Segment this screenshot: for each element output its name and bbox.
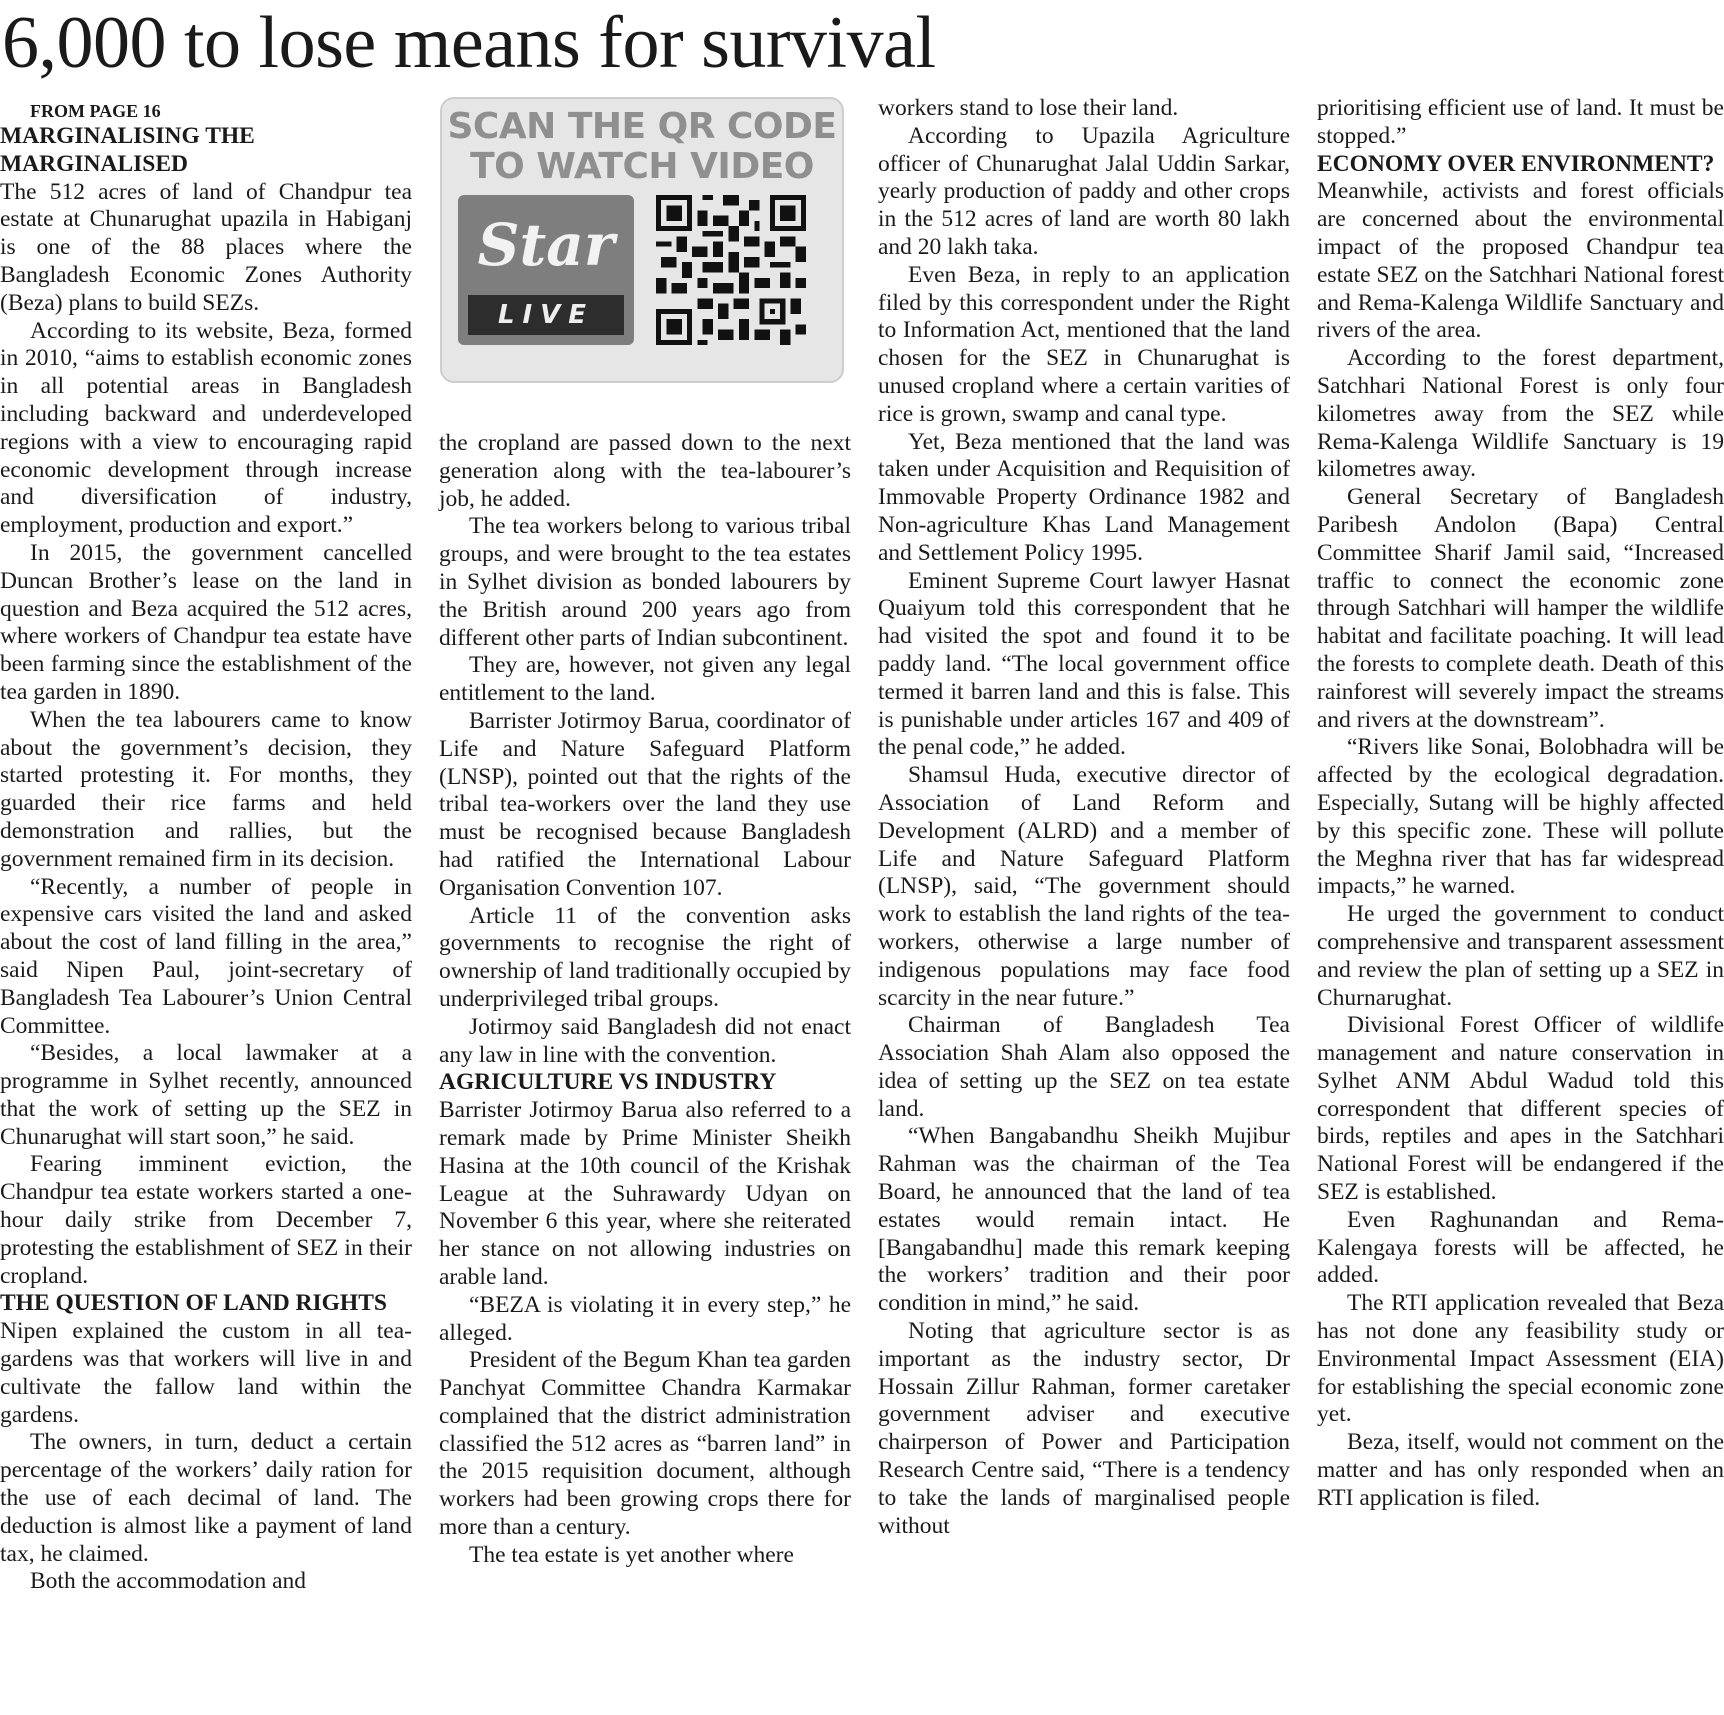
paragraph: “Rivers like Sonai, Bolobhadra will be affected by the ecological degradation. Especially, Sutang will be highly affected by this specific zone. These will pollute the Meghna river that has far widespread impacts,” he warned.: [1317, 734, 1724, 900]
paragraph: workers stand to lose their land.: [878, 95, 1179, 121]
paragraph: The tea workers belong to various tribal groups, and were brought to the tea estates in Sylhet division as bonded labourers by the British around 200 years ago from different other parts of Indian subcontinent.: [439, 513, 851, 651]
paragraph: Eminent Supreme Court lawyer Hasnat Quaiyum told this correspondent that he had visited the spot and found it to be paddy land. “The local government office termed it barren land and this is false. This is punishable under articles 167 and 409 of the penal code,” he added.: [878, 567, 1290, 761]
article-column-1: [0, 99, 412, 1596]
paragraph: According to its website, Beza, formed in 2010, “aims to establish economic zones in all potential areas in Bangladesh including backward and underdeveloped regions with a view to encouraging rapid economic development through increase and diversification of industry, employment, production and export.”: [0, 317, 412, 539]
paragraph: Both the accommodation and: [30, 1568, 307, 1595]
paragraph: According to the forest department, Satchhari National Forest is only four kilometres away from the SEZ while Rema-Kalenga Wildlife Sanctuary is 19 kilometres away.: [1317, 345, 1724, 483]
paragraph: “Recently, a number of people in expensive cars visited the land and asked about the cost of land filling in the area,” said Nipen Paul, joint-secretary of Bangladesh Tea Labourer’s Union Central Committee.: [0, 873, 412, 1039]
paragraph: Beza, itself, would not comment on the matter and has only responded when an RTI application is filed.: [1317, 1429, 1724, 1511]
qr-video-promo: [440, 97, 844, 383]
paragraph: Shamsul Huda, executive director of Association of Land Reform and Development (ALRD) and a member of Life and Nature Safeguard Platform (LNSP), said, “The government should work to establish the land rights of the tea-workers, otherwise a large number of indigenous populations may face food scarcity in the near future.”: [878, 762, 1290, 1011]
paragraph: The owners, in turn, deduct a certain percentage of the workers’ daily ration for the use of each decimal of land. The deduction is almost like a payment of land tax, he claimed.: [0, 1429, 412, 1567]
subhead-agriculture-vs-industry: AGRICULTURE VS INDUSTRY: [439, 1069, 777, 1096]
paragraph: He urged the government to conduct comprehensive and transparent assessment and review the plan of setting up a SEZ in Churnarughat.: [1317, 901, 1724, 1011]
paragraph: The RTI application revealed that Beza has not done any feasibility study or Environmental Impact Assessment (EIA) for establishing the special economic zone yet.: [1317, 1290, 1724, 1428]
paragraph: Article 11 of the convention asks governments to recognise the right of ownership of land traditionally occupied by underprivileged tribal groups.: [439, 902, 851, 1012]
paragraph: Divisional Forest Officer of wildlife management and nature conservation in Sylhet ANM Abdul Wadud told this correspondent that different species of birds, reptiles and apes in the Satchhari National Forest will be endangered if the SEZ is established.: [1317, 1012, 1724, 1206]
paragraph: Barrister Jotirmoy Barua also referred to a remark made by Prime Minister Sheikh Hasina at the 10th council of the Krishak League at the Suhrawardy Udyan on November 6 this year, where she reiterated her stance on not allowing industries on arable land.: [439, 1097, 851, 1290]
star-logo-text: Star: [477, 211, 615, 279]
paragraph: Even Raghunandan and Rema-Kalengaya forests will be affected, he added.: [1317, 1206, 1724, 1289]
paragraph: They are, however, not given any legal entitlement to the land.: [439, 652, 851, 707]
paragraph: “When Bangabandhu Sheikh Mujibur Rahman was the chairman of the Tea Board, he announced that the land of tea estates would remain intact. He [Bangabandhu] made this remark keeping the workers’ tradition and their poor condition in mind,” he said.: [878, 1123, 1290, 1317]
subhead-marginalising: MARGINALISING THE MARGINALISED: [0, 123, 255, 177]
paragraph: Fearing imminent eviction, the Chandpur tea estate workers started a one-hour daily strike from December 7, protesting the establishment of SEZ in their cropland.: [0, 1151, 412, 1289]
subhead-economy-over-environment: ECONOMY OVER ENVIRONMENT?: [1317, 150, 1715, 177]
live-badge: LIVE: [468, 295, 624, 335]
subhead-land-rights: THE QUESTION OF LAND RIGHTS: [0, 1290, 387, 1317]
paragraph: prioritising efficient use of land. It must be stopped.”: [1317, 95, 1724, 149]
qr-code-icon[interactable]: [656, 195, 806, 345]
star-live-logo: [458, 195, 634, 345]
paragraph: Chairman of Bangladesh Tea Association Shah Alam also opposed the idea of setting up the SEZ on tea estate land.: [878, 1012, 1290, 1122]
paragraph: According to Upazila Agriculture officer of Chunarughat Jalal Uddin Sarkar, yearly production of paddy and other crops in the 512 acres of land are worth 80 lakh and 20 lakh taka.: [878, 122, 1290, 260]
article-column-2: [439, 430, 851, 1570]
headline: 6,000 to lose means for survival: [2, 2, 936, 84]
article-column-4: [1317, 95, 1724, 1513]
paragraph: When the tea labourers came to know about the government’s decision, they started protesting it. For months, they guarded their rice farms and held demonstration and rallies, but the government remained firm in its decision.: [0, 706, 412, 872]
paragraph: Even Beza, in reply to an application filed by this correspondent under the Right to Information Act, mentioned that the land chosen for the SEZ in Chunarughat is unused cropland where a certain varities of rice is grown, swamp and canal type.: [878, 261, 1290, 427]
paragraph: Noting that agriculture sector is as important as the industry sector, Dr Hossain Zillur Rahman, former caretaker government adviser and executive chairperson of Power and Participation Research Centre said, “There is a tendency to take the lands of marginalised people without: [878, 1318, 1290, 1539]
promo-title: [442, 107, 842, 187]
paragraph: Barrister Jotirmoy Barua, coordinator of Life and Nature Safeguard Platform (LNSP), pointed out that the rights of the tribal tea-workers over the land they use must be recognised because Bangladesh had ratified the International Labour Organisation Convention 107.: [439, 707, 851, 901]
paragraph: The 512 acres of land of Chandpur tea estate at Chunarughat upazila in Habiganj is one of the 88 places where the Bangladesh Economic Zones Authority (Beza) plans to build SEZs.: [0, 178, 412, 316]
promo-title-line-1: SCAN THE QR CODE: [447, 106, 837, 147]
paragraph: Nipen explained the custom in all tea-gardens was that workers will live in and cultivate the fallow land within the gardens.: [0, 1318, 412, 1428]
continued-from-label: FROM PAGE 16: [30, 101, 161, 121]
paragraph: Meanwhile, activists and forest officials are concerned about the environmental impact of the proposed Chandpur tea estate SEZ on the Satchhari National forest and Rema-Kalenga Wildlife Sanctuary and rivers of the area.: [1317, 178, 1724, 344]
paragraph: Yet, Beza mentioned that the land was taken under Acquisition and Requisition of Immovable Property Ordinance 1982 and Non-agriculture Khas Land Management and Settlement Policy 1995.: [878, 428, 1290, 566]
paragraph: General Secretary of Bangladesh Paribesh Andolon (Bapa) Central Committee Sharif Jamil said, “Increased traffic to connect the economic zone through Satchhari will hamper the wildlife habitat and facilitate poaching. It will lead the forests to complete death. Death of this rainforest will severely impact the streams and rivers at the downstream”.: [1317, 484, 1724, 733]
paragraph: In 2015, the government cancelled Duncan Brother’s lease on the land in question and Beza acquired the 512 acres, where workers of Chandpur tea estate have been farming since the establishment of the tea garden in 1890.: [0, 539, 412, 705]
paragraph: Jotirmoy said Bangladesh did not enact any law in line with the convention.: [439, 1013, 851, 1068]
paragraph: “BEZA is violating it in every step,” he alleged.: [439, 1291, 851, 1346]
paragraph: President of the Begum Khan tea garden Panchyat Committee Chandra Karmakar complained that the district administration classified the 512 acres as “barren land” in the 2015 requisition document, although workers had been growing crops there for more than a century.: [439, 1347, 851, 1541]
promo-title-line-2: TO WATCH VIDEO: [470, 146, 814, 187]
paragraph: “Besides, a local lawmaker at a programme in Sylhet recently, announced that the work of setting up the SEZ in Chunarughat will start soon,” he said.: [0, 1040, 412, 1150]
article-column-3: [878, 95, 1290, 1540]
paragraph: The tea estate is yet another where: [469, 1541, 794, 1568]
paragraph: the cropland are passed down to the next generation along with the tea-labourer’s job, he added.: [439, 430, 851, 512]
